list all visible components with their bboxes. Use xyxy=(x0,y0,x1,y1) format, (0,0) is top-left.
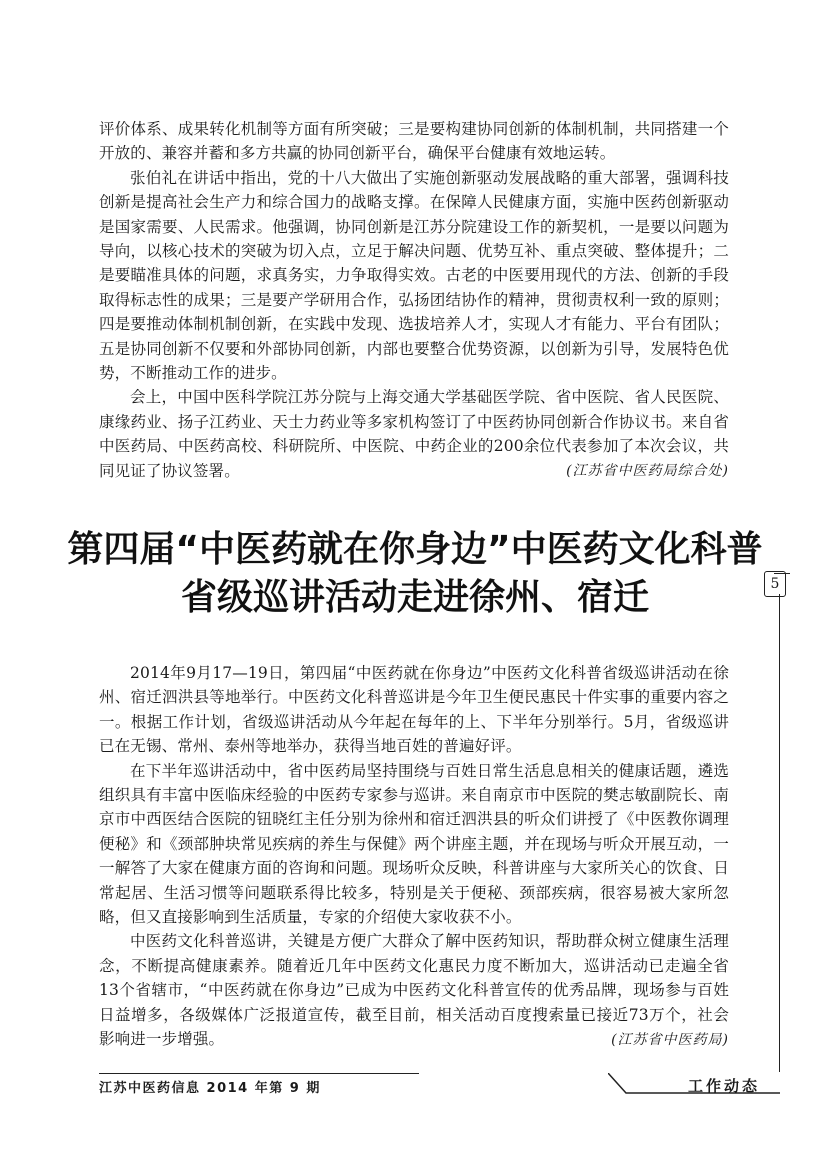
article1-paragraph: 评价体系、成果转化机制等方面有所突破；三是要构建协同创新的体制机制，共同搭建一个开放的、兼容并蓄和多方共赢的协同创新平台，确保平台健康有效地运转。 xyxy=(99,120,729,163)
article2-source: (江苏省中医药局) xyxy=(611,1031,729,1048)
article2-title-line1: 第四届“中医药就在你身边”中医药文化科普 xyxy=(67,529,763,570)
side-rule-vertical xyxy=(779,594,780,1072)
article1-paragraph: 会上，中国中医科学院江苏分院与上海交通大学基础医学院、省中医院、省人民医院、康缘药业、扬子江药业、天士力药业等多家机构签订了中医药协同创新合作协议书。来自省中医药局、中医药高校、科研院所、中医院、中药企业的200余位代表参加了本次会议，共同见证了协议签署。 xyxy=(99,388,729,480)
article1-body xyxy=(99,117,729,484)
article2-paragraph: 2014年9月17—19日，第四届“中医药就在你身边”中医药文化科普省级巡讲活动在徐州、宿迁泗洪县等地举行。中医药文化科普巡讲是今年卫生便民惠民十件实事的重要内容之一。根据工作计划，省级巡讲活动从今年起在每年的上、下半年分别举行。5月，省级巡讲已在无锡、常州、泰州等地举办，获得当地百姓的普遍好评。 xyxy=(99,664,729,756)
footer-section-tab xyxy=(608,1073,780,1095)
article2-body xyxy=(99,661,729,1052)
article2-title xyxy=(60,526,770,622)
footer-rule xyxy=(99,1073,419,1074)
page-number-badge: 5 xyxy=(764,571,786,597)
article2-title-line2: 省级巡讲活动走进徐州、宿迁 xyxy=(180,577,649,618)
footer-journal: 江苏中医药信息 2014 年第 9 期 xyxy=(99,1081,321,1096)
footer-section-label: 工作动态 xyxy=(687,1077,760,1095)
article2-paragraph: 在下半年巡讲活动中，省中医药局坚持围绕与百姓日常生活息息相关的健康话题，遴选组织具有丰富中医临床经验的中医药专家参与巡讲。来自南京市中医院的樊志敏副院长、南京市中西医结合医院的钮晓红主任分别为徐州和宿迁泗洪县的听众们讲授了《中医教你调理便秘》和《颈部肿块常见疾病的养生与保健》两个讲座主题，并在现场与听众开展互动，一一解答了大家在健康方面的咨询和问题。现场听众反映，科普讲座与大家所关心的饮食、日常起居、生活习惯等问题联系得比较多，特别是关于便秘、颈部疾病，很容易被大家所忽略，但又直接影响到生活质量，专家的介绍使大家收获不小。 xyxy=(99,761,729,927)
article1-source: (江苏省中医药局综合处) xyxy=(566,463,729,480)
article2-paragraph: 中医药文化科普巡讲，关键是方便广大群众了解中医药知识，帮助群众树立健康生活理念，不断提高健康素养。随着近几年中医药文化惠民力度不断加大，巡讲活动已走遍全省13个省辖市，“中医药就在你身边”已成为中医药文化科普宣传的优秀品牌，现场参与百姓日益增多，各级媒体广泛报道宣传，截至目前，相关活动百度搜索量已接近73万个，社会影响进一步增强。 xyxy=(99,932,729,1049)
article1-paragraph: 张伯礼在讲话中指出，党的十八大做出了实施创新驱动发展战略的重大部署，强调科技创新是提高社会生产力和综合国力的战略支撑。在保障人民健康方面，实施中医药创新驱动是国家需要、人民需求。他强调，协同创新是江苏分院建设工作的新契机，一是要以问题为导向，以核心技术的突破为切入点，立足于解决问题、优势互补、重点突破、整体提升；二是要瞄准具体的问题，求真务实，力争取得实效。古老的中医要用现代的方法、创新的手段取得标志性的成果；三是要产学研用合作，弘扬团结协作的精神，贯彻责权利一致的原则；四是要推动体制机制创新，在实践中发现、选拔培养人才，实现人才有能力、平台有团队；五是协同创新不仅要和外部协同创新，内部也要整合优势资源，以创新为引导，发展特色优势，不断推动工作的进步。 xyxy=(99,168,729,383)
